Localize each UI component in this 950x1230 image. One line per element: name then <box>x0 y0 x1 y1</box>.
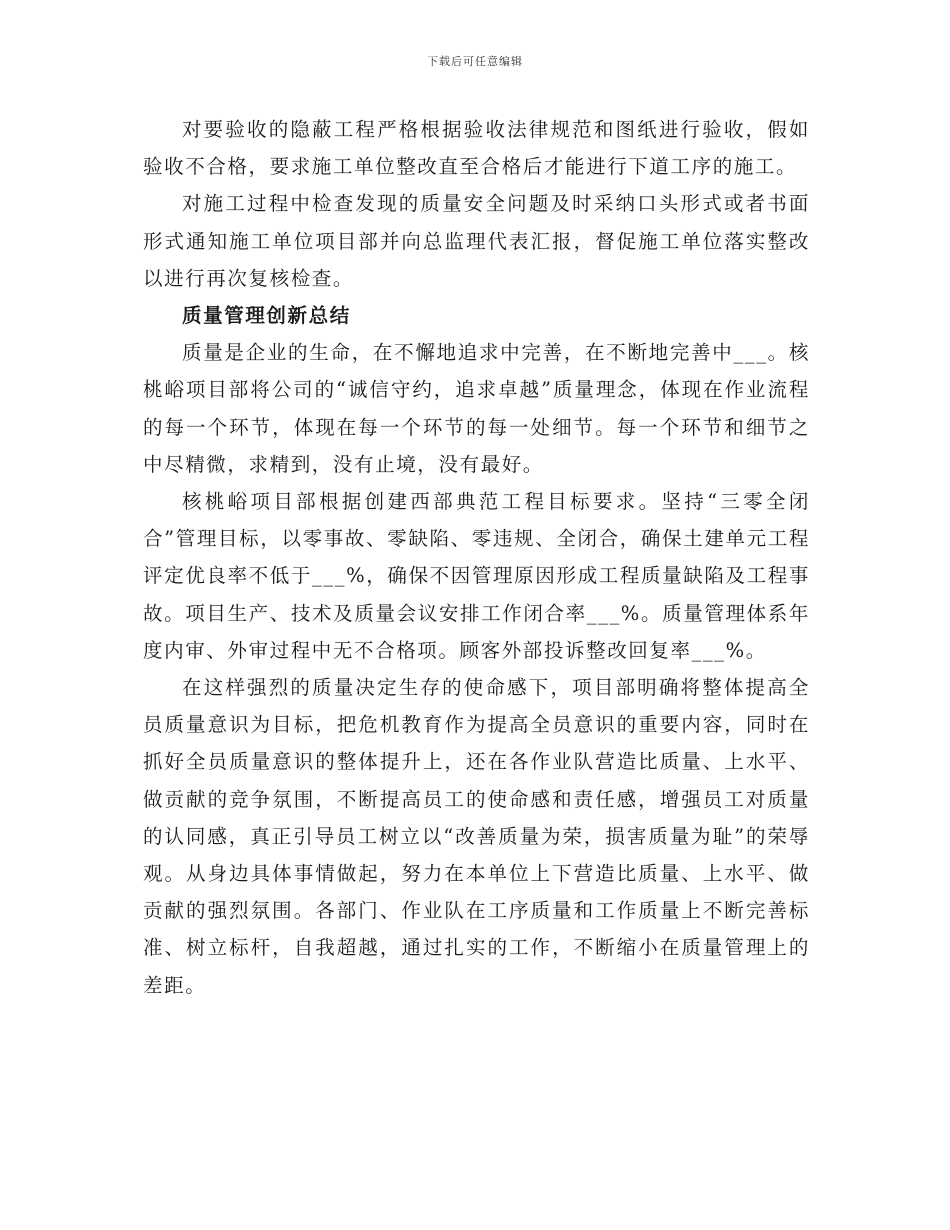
paragraph-quality-philosophy: 质量是企业的生命，在不懈地追求中完善，在不断地完善中___。核桃峪项目部将公司的“诚信守约，追求卓越”质量理念，体现在作业流程的每一个环节，体现在每一个环节的每一处细节。每一个环节和细节之中尽精微，求精到，没有止境，没有最好。 <box>143 341 810 476</box>
section-heading: 质量管理创新总结 <box>182 304 351 328</box>
paragraph-quality-issue-rectification: 对施工过程中检查发现的质量安全问题及时采纳口头形式或者书面形式通知施工单位项目部并向总监理代表汇报，督促施工单位落实整改以进行再次复核检查。 <box>143 192 810 290</box>
document-body <box>143 111 810 1004</box>
paragraph-quality-awareness: 在这样强烈的质量决定生存的使命感下，项目部明确将整体提高全员质量意识为目标，把危机教育作为提高全员意识的重要内容，同时在抓好全员质量意识的整体提升上，还在各作业队营造比质量、上水平、做贡献的竞争氛围，不断提高员工的使命感和责任感，增强员工对质量的认同感，真正引导员工树立以“改善质量为荣，损害质量为耻”的荣辱观。从身边具体事情做起，努力在本单位上下营造比质量、上水平、做贡献的强烈氛围。各部门、作业队在工序质量和工作质量上不断完善标准、树立标杆，自我超越，通过扎实的工作，不断缩小在质量管理上的差距。 <box>143 676 810 997</box>
paragraph-quality-targets: 核桃峪项目部根据创建西部典范工程目标要求。坚持“三零全闭合”管理目标，以零事故、零缺陷、零违规、全闭合，确保土建单元工程评定优良率不低于___%，确保不因管理原因形成工程质量缺陷及工程事故。项目生产、技术及质量会议安排工作闭合率___%。质量管理体系年度内审、外审过程中无不合格项。顾客外部投诉整改回复率___%。 <box>143 490 810 662</box>
paragraph-hidden-works-acceptance: 对要验收的隐蔽工程严格根据验收法律规范和图纸进行验收，假如验收不合格，要求施工单位整改直至合格后才能进行下道工序的施工。 <box>143 118 810 179</box>
page-header: 下载后可任意编辑 <box>427 55 523 68</box>
